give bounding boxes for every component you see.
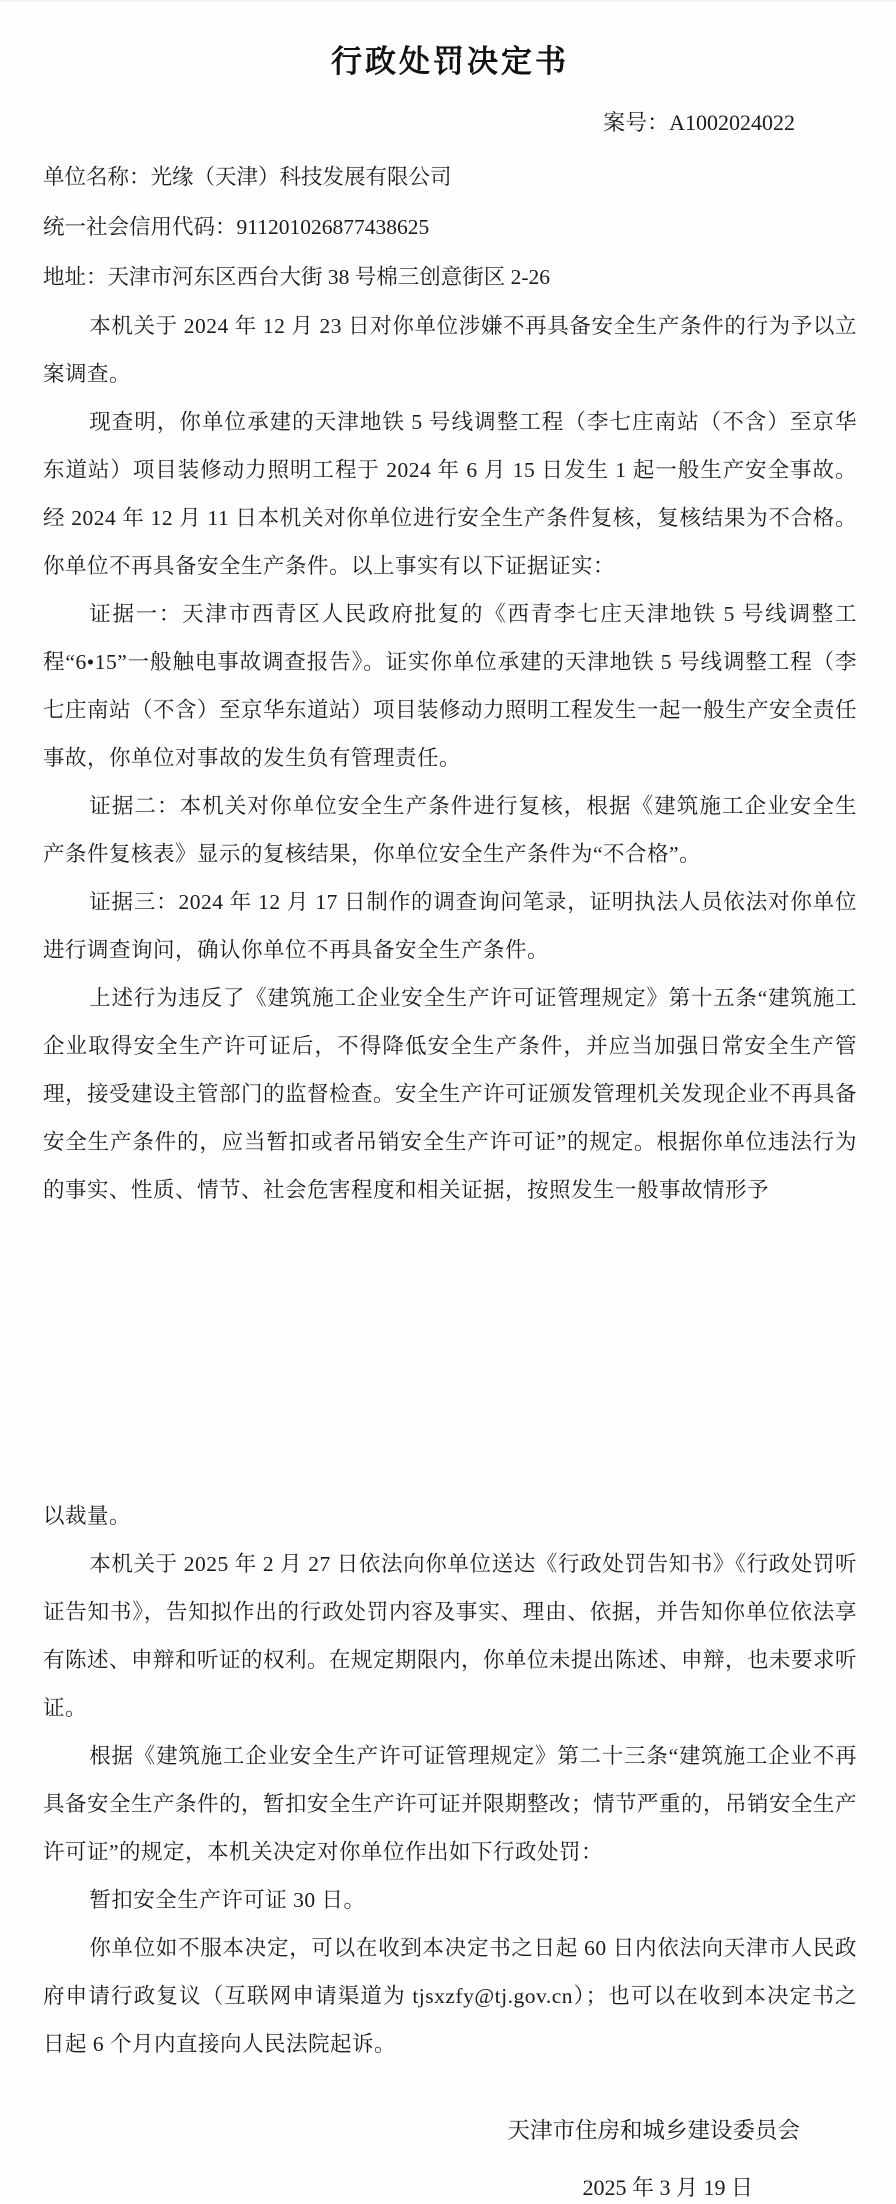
signature-organization: 天津市住房和城乡建设委员会 bbox=[507, 2118, 800, 2143]
para-penalty-basis: 根据《建筑施工企业安全生产许可证管理规定》第二十三条“建筑施工企业不再具备安全生产条件的，暂扣安全生产许可证并限期整改；情节严重的，吊销安全生产许可证”的规定，本机关决定对你单位作出如下行政处罚： bbox=[43, 1744, 858, 1864]
para-violation: 上述行为违反了《建筑施工企业安全生产许可证管理规定》第十五条“建筑施工企业取得安全生产许可证后，不得降低安全生产条件，并应当加强日常安全生产管理，接受建设主管部门的监督检查。安全生产许可证颁发管理机关发现企业不再具备安全生产条件的，应当暂扣或者吊销安全生产许可证”的规定。根据你单位违法行为的事实、性质、情节、社会危害程度和相关证据，按照发生一般事故情形予 bbox=[43, 986, 858, 1202]
field-unit-name bbox=[43, 152, 857, 202]
field-credit-code-value: 911201026877438625 bbox=[236, 215, 430, 239]
document-body bbox=[43, 302, 857, 2068]
case-number-value: A1002024022 bbox=[669, 110, 795, 135]
case-number-line bbox=[43, 108, 857, 138]
para-appeal-rights: 你单位如不服本决定，可以在收到本决定书之日起 60 日内依法向天津市人民政府申请行政复议（互联网申请渠道为 tjsxzfy@tj.gov.cn）；也可以在收到本决定书之日起 6 个月内直接向人民法院起诉。 bbox=[43, 1936, 857, 2056]
field-unit-name-value: 光缘（天津）科技发展有限公司 bbox=[150, 165, 452, 189]
case-number-label: 案号： bbox=[603, 110, 670, 135]
para-evidence-3: 证据三：2024 年 12 月 17 日制作的调查询问笔录，证明执法人员依法对你单位进行调查询问，确认你单位不再具备安全生产条件。 bbox=[43, 890, 857, 962]
field-credit-code bbox=[43, 202, 857, 252]
page-break-gap bbox=[43, 1214, 857, 1492]
para-violation-continued: 以裁量。 bbox=[43, 1504, 132, 1528]
para-notification: 本机关于 2025 年 2 月 27 日依法向你单位送达《行政处罚告知书》《行政处罚听证告知书》，告知拟作出的行政处罚内容及事实、理由、依据，并告知你单位依法享有陈述、申辩和听证的权利。在规定期限内，你单位未提出陈述、申辩，也未要求听证。 bbox=[43, 1552, 858, 1720]
para-penalty-decision: 暂扣安全生产许可证 30 日。 bbox=[89, 1888, 366, 1912]
header-fields bbox=[43, 152, 857, 302]
field-address-value: 天津市河东区西台大街 38 号棉三创意街区 2-26 bbox=[107, 265, 551, 289]
signature-block bbox=[43, 2114, 857, 2204]
field-address bbox=[43, 252, 857, 302]
field-credit-code-label: 统一社会信用代码： bbox=[43, 215, 237, 239]
field-unit-name-label: 单位名称： bbox=[43, 165, 151, 189]
para-evidence-1: 证据一：天津市西青区人民政府批复的《西青李七庄天津地铁 5 号线调整工程“6•15”一般触电事故调查报告》。证实你单位承建的天津地铁 5 号线调整工程（李七庄南站（不含）至京华东道站）项目装修动力照明工程发生一起一般生产安全责任事故，你单位对事故的发生负有管理责任。 bbox=[43, 602, 858, 770]
signature-date: 2025 年 3 月 19 日 bbox=[582, 2175, 753, 2200]
document-page bbox=[0, 2, 896, 2200]
para-evidence-2: 证据二：本机关对你单位安全生产条件进行复核，根据《建筑施工企业安全生产条件复核表》显示的复核结果，你单位安全生产条件为“不合格”。 bbox=[43, 794, 857, 866]
field-address-label: 地址： bbox=[43, 265, 108, 289]
page-title: 行政处罚决定书 bbox=[331, 44, 569, 79]
para-case-filing: 本机关于 2024 年 12 月 23 日对你单位涉嫌不再具备安全生产条件的行为予以立案调查。 bbox=[43, 314, 857, 386]
para-findings: 现查明，你单位承建的天津地铁 5 号线调整工程（李七庄南站（不含）至京华东道站）项目装修动力照明工程于 2024 年 6 月 15 日发生 1 起一般生产安全事故。经 2024 年 12 月 11 日本机关对你单位进行安全生产条件复核，复核结果为不合格。你单位不再具备安全生产条件。以上事实有以下证据证实： bbox=[43, 410, 857, 578]
